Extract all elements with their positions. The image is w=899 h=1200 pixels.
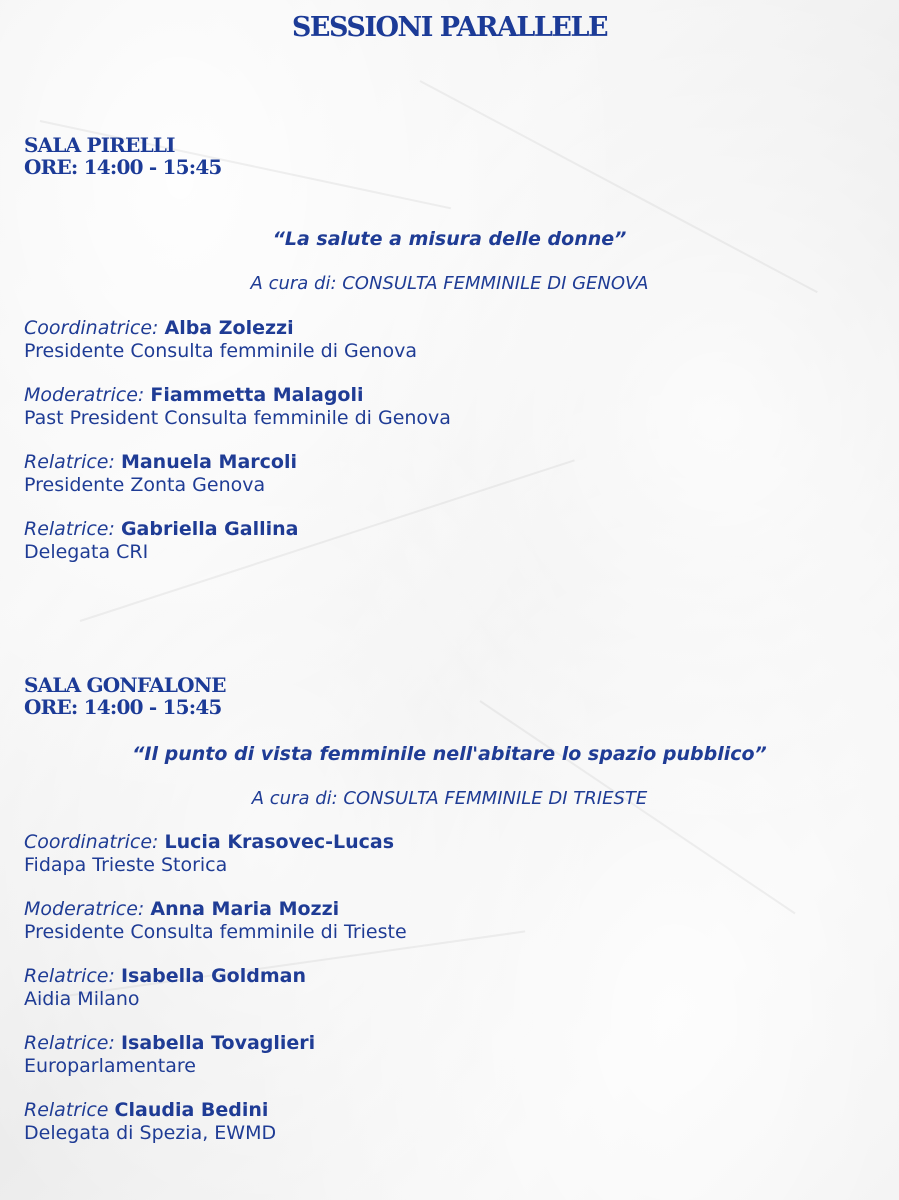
session-1-person <box>24 451 297 497</box>
person-description: Aidia Milano <box>24 988 140 1010</box>
person-role: Moderatrice: <box>24 898 145 920</box>
paper-crease <box>420 80 818 293</box>
session-2-person <box>24 831 394 877</box>
person-description: Delegata CRI <box>24 541 149 563</box>
person-name: Claudia Bedini <box>114 1099 269 1121</box>
session-2-person <box>24 965 306 1011</box>
session-2-room: SALA GONFALONE <box>24 673 226 697</box>
session-1-person <box>24 518 299 564</box>
session-1-time: ORE: 14:00 - 15:45 <box>24 155 222 179</box>
session-1-person <box>24 317 417 363</box>
session-2-person <box>24 898 407 944</box>
person-name: Manuela Marcoli <box>120 451 297 473</box>
session-2-person <box>24 1099 276 1145</box>
session-2-organizer: A cura di: CONSULTA FEMMINILE DI TRIESTE <box>251 788 648 809</box>
person-role: Moderatrice: <box>24 384 145 406</box>
person-description: Fidapa Trieste Storica <box>24 854 228 876</box>
session-1-talk-title: “La salute a misura delle donne” <box>272 228 627 250</box>
person-role: Coordinatrice: <box>24 831 159 853</box>
person-role: Relatrice: <box>24 1032 115 1054</box>
session-2-person <box>24 1032 315 1078</box>
session-2-time: ORE: 14:00 - 15:45 <box>24 695 222 719</box>
person-name: Lucia Krasovec-Lucas <box>164 831 395 853</box>
person-role: Relatrice: <box>24 518 115 540</box>
session-1-person <box>24 384 451 430</box>
person-name: Anna Maria Mozzi <box>150 898 340 920</box>
person-role: Relatrice <box>24 1099 109 1121</box>
session-2-talk-title: “Il punto di vista femminile nell'abitare lo spazio pubblico” <box>132 743 767 765</box>
person-role: Coordinatrice: <box>24 317 159 339</box>
page-title: SESSIONI PARALLELE <box>291 12 608 43</box>
person-description: Presidente Consulta femminile di Trieste <box>24 921 407 943</box>
session-1-room: SALA PIRELLI <box>24 133 175 157</box>
session-1-organizer: A cura di: CONSULTA FEMMINILE DI GENOVA <box>250 273 649 294</box>
session-2-header <box>24 674 226 718</box>
person-description: Past President Consulta femminile di Genova <box>24 407 451 429</box>
person-name: Fiammetta Malagoli <box>150 384 364 406</box>
person-description: Europarlamentare <box>24 1055 196 1077</box>
person-name: Gabriella Gallina <box>120 518 299 540</box>
person-role: Relatrice: <box>24 965 115 987</box>
person-name: Isabella Goldman <box>120 965 306 987</box>
person-role: Relatrice: <box>24 451 115 473</box>
person-description: Presidente Consulta femminile di Genova <box>24 340 417 362</box>
person-name: Isabella Tovaglieri <box>120 1032 316 1054</box>
person-name: Alba Zolezzi <box>164 317 294 339</box>
person-description: Presidente Zonta Genova <box>24 474 266 496</box>
person-description: Delegata di Spezia, EWMD <box>24 1122 277 1144</box>
session-1-header <box>24 134 222 178</box>
